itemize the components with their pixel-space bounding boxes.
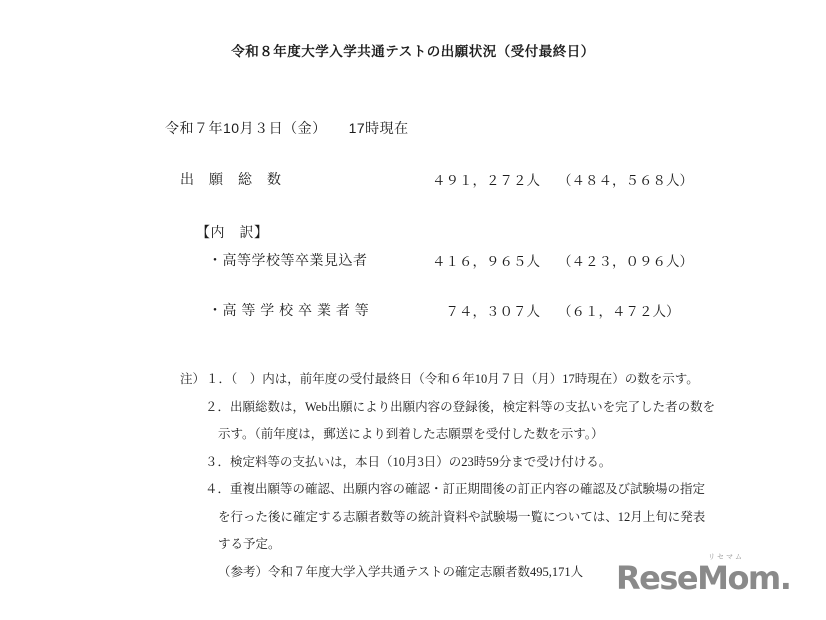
notes-marker: 注） xyxy=(180,372,206,386)
total-applicants-label: 出 願 総 数 xyxy=(180,171,282,187)
breakdown-row-expected-graduates xyxy=(208,250,693,270)
note-line: ３．検定料等の支払いは，本日（10月3日）の23時59分まで受け付ける。 xyxy=(205,454,612,469)
breakdown-previous: （６１，４７２人） xyxy=(558,304,680,319)
total-applicants-count: ４９１，２７２人 xyxy=(432,173,540,188)
resemom-logo-text: ReseMom. xyxy=(616,559,791,597)
note-line xyxy=(180,366,715,394)
report-datetime: 令和７年10月３日（金） 17時現在 xyxy=(165,120,409,136)
breakdown-label: ・高等学校等卒業見込者 xyxy=(208,252,368,268)
breakdown-count: ４１６，９６５人 xyxy=(432,254,540,269)
resemom-logo xyxy=(616,552,791,610)
note-line: を行った後に確定する志願者数等の統計資料や試験場一覧については、12月上旬に発表 xyxy=(218,509,706,524)
note-line: する予定。 xyxy=(218,537,281,551)
note-text: １．（ ）内は，前年度の受付最終日（令和６年10月７日（月）17時現在）の数を示す。 xyxy=(206,372,699,386)
resemom-logo-ruby: リセマム xyxy=(708,554,744,561)
reference-line: （参考）令和７年度大学入学共通テストの確定志願者数495,171人 xyxy=(218,564,584,579)
breakdown-previous: （４２３，０９６人） xyxy=(558,254,693,269)
note-line: ２．出願総数は，Web出願により出願内容の登録後，検定料等の支払いを完了した者の数を xyxy=(205,399,716,414)
breakdown-heading: 【内 訳】 xyxy=(196,224,269,240)
breakdown-label: ・高 等 学 校 卒 業 者 等 xyxy=(208,302,370,318)
note-line: ４．重複出願等の確認、出願内容の確認・訂正期間後の訂正内容の確認及び試験場の指定 xyxy=(205,482,706,496)
breakdown-row-graduates xyxy=(208,300,680,320)
total-applicants-previous: （４８４，５６８人） xyxy=(558,173,693,188)
breakdown-count: ７４，３０７人 xyxy=(445,304,540,319)
page-title: 令和８年度大学入学共通テストの出願状況（受付最終日） xyxy=(231,44,595,59)
total-applicants-row xyxy=(180,169,693,189)
note-line: 示す。（前年度は，郵送により到着した志願票を受付した数を示す。） xyxy=(218,427,604,441)
